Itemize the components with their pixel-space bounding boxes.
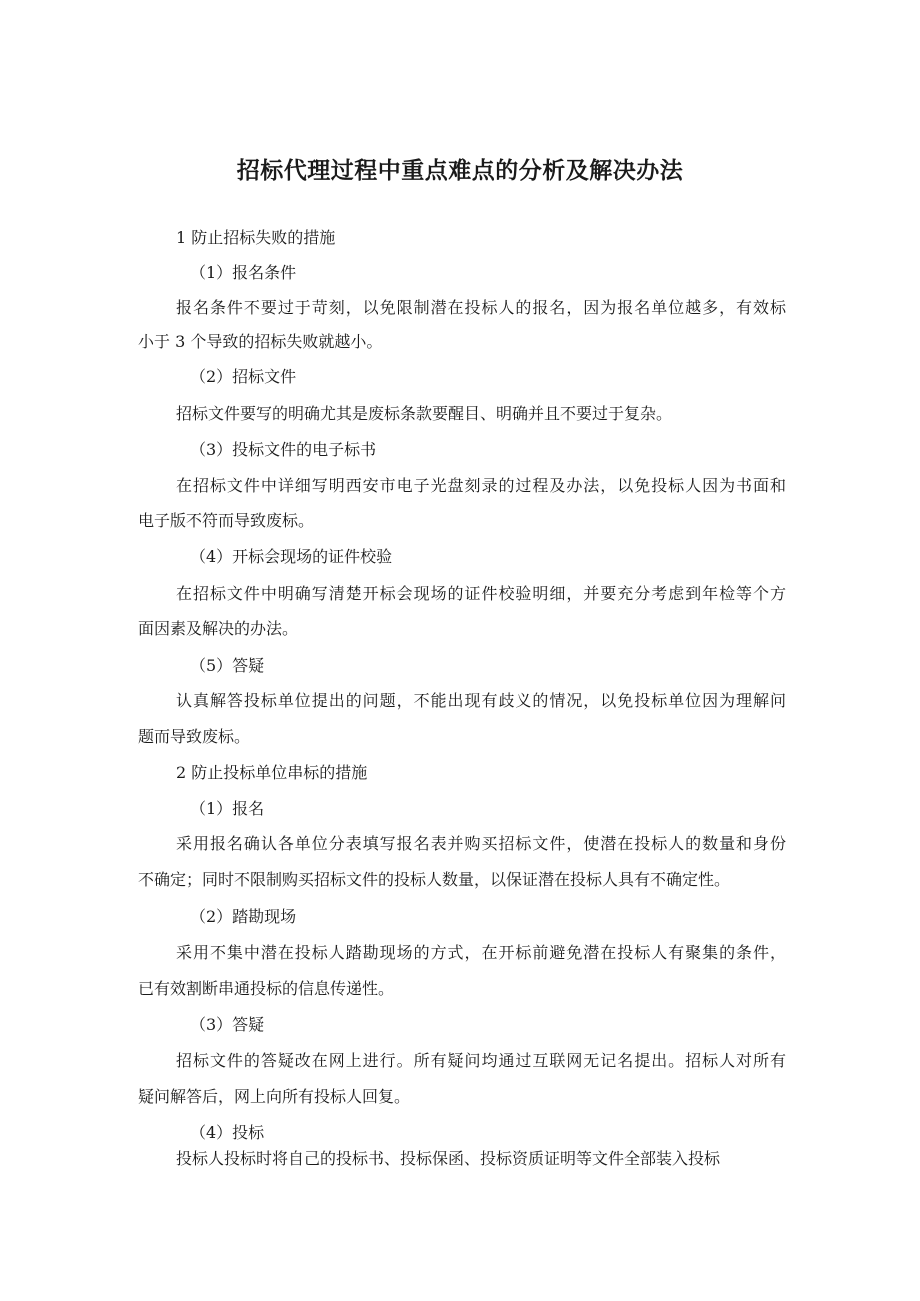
paragraph-line: 招标文件的答疑改在网上进行。所有疑问均通过互联网无记名提出。招标人对所有 <box>176 1051 786 1070</box>
paragraph-line: 采用报名确认各单位分表填写报名表并购买招标文件，使潜在投标人的数量和身份 <box>176 834 786 853</box>
subsection-heading: （3）投标文件的电子标书 <box>190 440 377 459</box>
paragraph-line: 题而导致废标。 <box>138 727 251 746</box>
section-heading: 2 防止投标单位串标的措施 <box>176 763 368 782</box>
paragraph-line: 采用不集中潜在投标人踏勘现场的方式，在开标前避免潜在投标人有聚集的条件， <box>176 943 786 962</box>
subsection-heading: （2）踏勘现场 <box>190 907 297 926</box>
paragraph-line: 疑问解答后，网上向所有投标人回复。 <box>138 1087 411 1106</box>
subsection-heading: （5）答疑 <box>190 656 265 675</box>
subsection-heading: （4）投标 <box>190 1123 265 1142</box>
paragraph-line: 在招标文件中详细写明西安市电子光盘刻录的过程及办法，以免投标人因为书面和 <box>176 476 786 495</box>
paragraph-line: 不确定；同时不限制购买招标文件的投标人数量，以保证潜在投标人具有不确定性。 <box>138 870 731 889</box>
subsection-heading: （3）答疑 <box>190 1015 265 1034</box>
paragraph-line: 电子版不符而导致废标。 <box>138 511 315 530</box>
subsection-heading: （1）报名条件 <box>190 263 297 282</box>
paragraph-line: 投标人投标时将自己的投标书、投标保函、投标资质证明等文件全部装入投标 <box>176 1149 721 1168</box>
section-heading: 1 防止招标失败的措施 <box>176 228 336 247</box>
paragraph-line: 小于 3 个导致的招标失败就越小。 <box>138 332 383 351</box>
paragraph-line: 已有效割断串通投标的信息传递性。 <box>138 979 395 998</box>
paragraph-line: 在招标文件中明确写清楚开标会现场的证件校验明细，并要充分考虑到年检等个方 <box>176 584 786 603</box>
paragraph-line: 招标文件要写的明确尤其是废标条款要醒目、明确并且不要过于复杂。 <box>176 404 673 423</box>
paragraph-line: 报名条件不要过于苛刻，以免限制潜在投标人的报名，因为报名单位越多，有效标 <box>176 298 786 317</box>
subsection-heading: （2）招标文件 <box>190 367 297 386</box>
subsection-heading: （4）开标会现场的证件校验 <box>190 547 393 566</box>
paragraph-line: 认真解答投标单位提出的问题，不能出现有歧义的情况，以免投标单位因为理解问 <box>176 691 786 710</box>
paragraph-line: 面因素及解决的办法。 <box>138 619 299 638</box>
subsection-heading: （1）报名 <box>190 799 265 818</box>
document-title: 招标代理过程中重点难点的分析及解决办法 <box>236 158 684 184</box>
